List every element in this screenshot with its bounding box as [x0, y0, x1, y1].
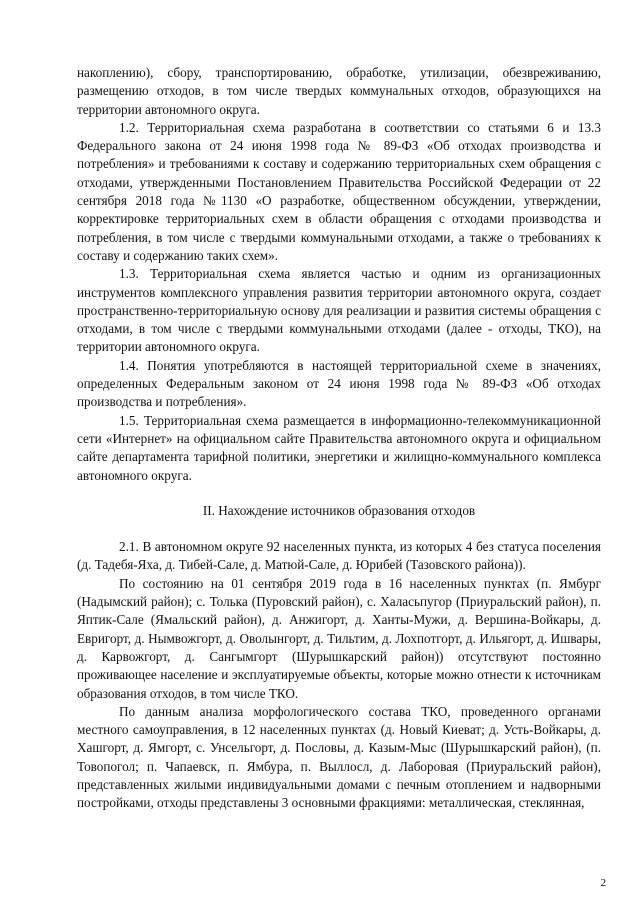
- paragraph-morphology-analysis: По данным анализа морфологического состава ТКО, проведенного органами местного самоуправления, в 12 населенных пунктах (д. Новый Киеват; д. Усть-Войкары, д. Хашгорт, д. Ямгорт, с. Унсельгорт, д. Пословы, д. Казым-Мыс (Шурышкарский район), (п. Товопогол; п. Чапаевск, п. Ямбура, п. Выллосл, д. Лаборовая (Приуральский район), представленных жилыми индивидуальными домами с печным отоплением и надворными постройками, отходы представлены 3 основными фракциями: металлическая, стеклянная,: [77, 703, 601, 811]
- paragraph-1-5: 1.5. Территориальная схема размещается в информационно-телекоммуникационной сети «Интернет» на официальном сайте Правительства автономного округа и официальном сайте департамента тарифной политики, энергетики и жилищно-коммунального комплекса автономного округа.: [77, 412, 601, 483]
- paragraph-settlements-status: По состоянию на 01 сентября 2019 года в 16 населенных пунктах (п. Ямбург (Надымский район); с. Толька (Пуровский район), с. Халасьпугор (Приуральский район), п. Яптик-Сале (Ямальский район), д. Анжигорт, д. Ханты-Мужи, д. Вершина-Войкары, д. Евригорт, д. Нымвожгорт, д. Оволынгорт, д. Тильтим, д. Лохпотгорт, д. Ильягорт, д. Ишвары, д. Карвожгорт, д. Сангымгорт (Шурышкарский район)) отсутствуют постоянно проживающее население и эксплуатируемые объекты, которые можно отнести к источникам образования отходов, в том числе ТКО.: [77, 575, 601, 701]
- paragraph-1-4: 1.4. Понятия употребляются в настоящей территориальной схеме в значениях, определенных Федеральным законом от 24 июня 1998 года № 89-ФЗ «Об отходах производства и потребления».: [77, 357, 601, 410]
- page-number: 2: [600, 877, 606, 889]
- paragraph-continuation: накоплению), сбору, транспортированию, обработке, утилизации, обезвреживанию, размещению отходов, в том числе твердых коммунальных отходов, образующихся на территории автономного округа.: [77, 65, 601, 117]
- paragraph-1-2: 1.2. Территориальная схема разработана в соответствии со статьями 6 и 13.3 Федерального закона от 24 июня 1998 года № 89-ФЗ «Об отходах производства и потребления» и требованиями к составу и содержанию территориальных схем обращения с отходами, утвержденными Постановлением Правительства Российской Федерации от 22 сентября 2018 года №1130 «О разработке, общественном обсуждении, утверждении, корректировке территориальных схем в области обращения с отходами производства и потребления, в том числе с твердыми коммунальными отходами, а также о требованиях к составу и содержанию таких схем».: [77, 119, 601, 263]
- section-heading: II. Нахождение источников образования отходов: [202, 502, 476, 518]
- paragraph-2-1: 2.1. В автономном округе 92 населенных пункта, из которых 4 без статуса поселения (д. Тадебя-Яха, д. Тибей-Сале, д. Матюй-Сале, д. Юрибей (Тазовского района)).: [77, 539, 601, 573]
- document-page: [77, 64, 601, 813]
- paragraph-1-3: 1.3. Территориальная схема является частью и одним из организационных инструментов комплексного управления развития территории автономного округа, создает пространственно-территориальную основу для реализации и развития системы обращения с отходами, в том числе с твердыми коммунальными отходами (далее - отходы, ТКО), на территории автономного округа.: [77, 266, 601, 355]
